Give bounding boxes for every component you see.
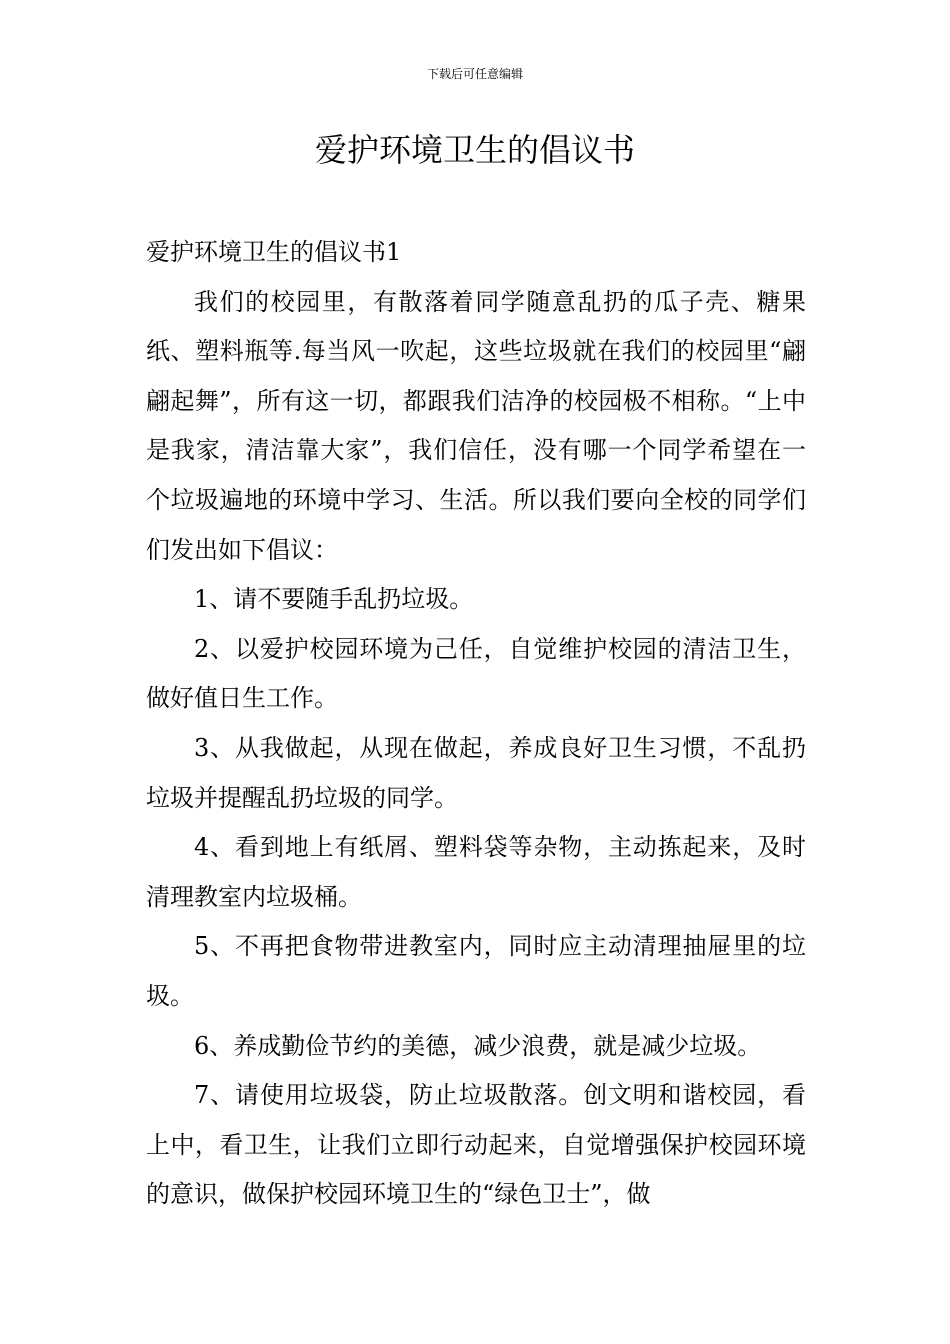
proposal-item-3: 3、从我做起，从现在做起，养成良好卫生习惯，不乱扔垃圾并提醒乱扔垃圾的同学。 [146,733,806,812]
document-title: 爱护环境卫生的倡议书 [314,131,635,169]
proposal-item-2: 2、以爱护校园环境为己任，自觉维护校园的清洁卫生，做好值日生工作。 [146,634,806,713]
proposal-item-1: 1、请不要随手乱扔垃圾。 [194,585,474,614]
proposal-item-6: 6、养成勤俭节约的美德，减少浪费，就是减少垃圾。 [194,1031,762,1060]
document-body [146,228,806,1220]
proposal-item-4: 4、看到地上有纸屑、塑料袋等杂物，主动拣起来，及时清理教室内垃圾桶。 [146,833,806,911]
proposal-item-5: 5、不再把食物带进教室内，同时应主动清理抽屉里的垃圾。 [146,932,806,1010]
proposal-item-7: 7、请使用垃圾袋，防止垃圾散落。创文明和谐校园，看上中，看卫生，让我们立即行动起来，自觉增强保护校园环境的意识，做保护校园环境卫生的“绿色卫士”，做 [146,1081,806,1209]
document-subtitle: 爱护环境卫生的倡议书1 [146,238,402,266]
header-note: 下载后可任意编辑 [426,67,523,81]
paragraph-intro: 我们的校园里，有散落着同学随意乱扔的瓜子壳、糖果纸、塑料瓶等.每当风一吹起，这些垃圾就在我们的校园里“翩翩起舞”，所有这一切，都跟我们洁净的校园极不相称。“上中是我家，清洁靠大家”，我们信任，没有哪一个同学希望在一个垃圾遍地的环境中学习、生活。所以我们要向全校的同学们们发出如下倡议： [146,287,806,564]
